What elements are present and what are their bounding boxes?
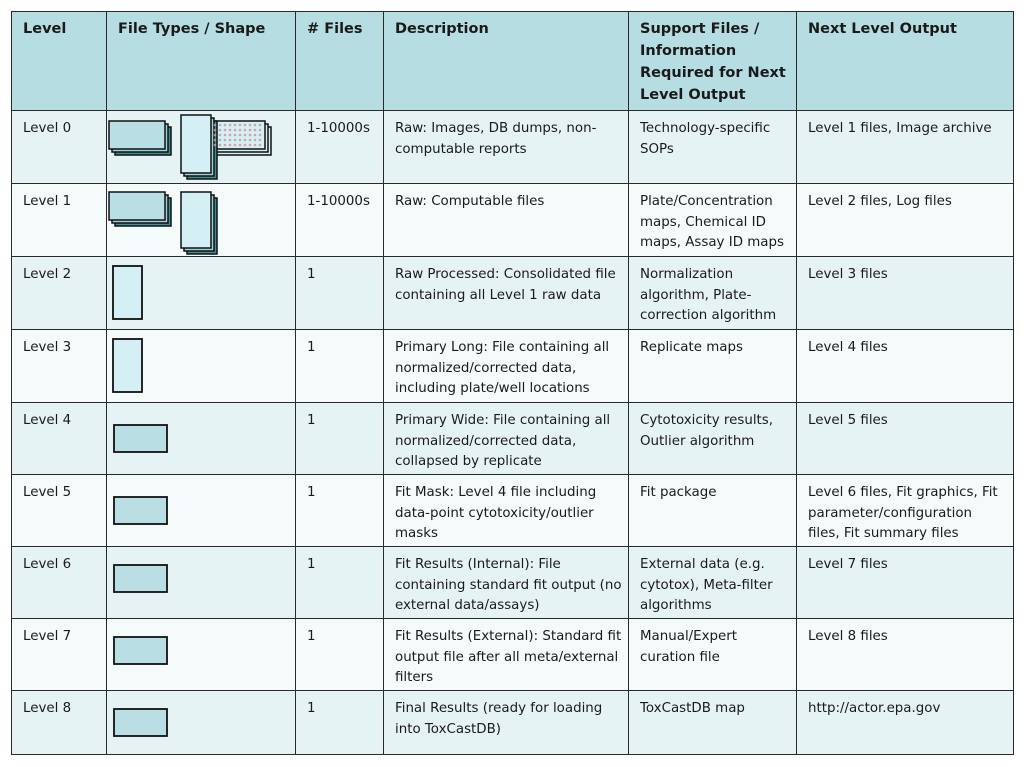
- wide-file-icon: [107, 619, 296, 691]
- level-cell: Level 0: [12, 111, 107, 184]
- num-files-cell: 1-10000s: [296, 111, 384, 184]
- table-row: [12, 403, 1014, 475]
- num-files-cell: 1-10000s: [296, 184, 384, 257]
- description-cell: Primary Wide: File containing all normalized/corrected data, collapsed by replicate: [384, 403, 629, 475]
- next-output-cell: Level 1 files, Image archive: [797, 111, 1014, 184]
- num-files-cell: 1: [296, 403, 384, 475]
- wide-file-icon: [107, 403, 296, 475]
- file-shape-cell: [107, 403, 296, 475]
- file-shape-cell: [107, 691, 296, 755]
- description-cell: Final Results (ready for loading into ToxCastDB): [384, 691, 629, 755]
- support-cell: External data (e.g. cytotox), Meta-filter algorithms: [629, 547, 797, 619]
- level-cell: Level 3: [12, 330, 107, 403]
- file-stack-shapes-icon: [107, 111, 296, 184]
- next-output-cell: Level 7 files: [797, 547, 1014, 619]
- wide-file-icon: [107, 547, 296, 619]
- description-cell: Fit Results (External): Standard fit output file after all meta/external filters: [384, 619, 629, 691]
- description-cell: Fit Mask: Level 4 file including data-point cytotoxicity/outlier masks: [384, 475, 629, 547]
- description-cell: Raw: Images, DB dumps, non-computable reports: [384, 111, 629, 184]
- next-output-cell: Level 4 files: [797, 330, 1014, 403]
- support-cell: Normalization algorithm, Plate-correction algorithm: [629, 257, 797, 330]
- table-row: [12, 184, 1014, 257]
- num-files-cell: 1: [296, 257, 384, 330]
- next-output-cell: Level 8 files: [797, 619, 1014, 691]
- num-files-cell: 1: [296, 619, 384, 691]
- support-cell: ToxCastDB map: [629, 691, 797, 755]
- level-cell: Level 5: [12, 475, 107, 547]
- header-file-types: File Types / Shape: [107, 12, 296, 111]
- support-cell: Manual/Expert curation file: [629, 619, 797, 691]
- wide-file-icon: [107, 691, 296, 755]
- file-shape-cell: [107, 619, 296, 691]
- level-cell: Level 1: [12, 184, 107, 257]
- support-cell: Cytotoxicity results, Outlier algorithm: [629, 403, 797, 475]
- next-output-cell: Level 2 files, Log files: [797, 184, 1014, 257]
- file-shape-cell: [107, 475, 296, 547]
- support-cell: Technology-specific SOPs: [629, 111, 797, 184]
- description-cell: Raw: Computable files: [384, 184, 629, 257]
- file-shape-cell: [107, 184, 296, 257]
- support-cell: Plate/Concentration maps, Chemical ID maps, Assay ID maps: [629, 184, 797, 257]
- support-cell: Replicate maps: [629, 330, 797, 403]
- level-cell: Level 2: [12, 257, 107, 330]
- table-row: [12, 619, 1014, 691]
- header-level: Level: [12, 12, 107, 111]
- num-files-cell: 1: [296, 330, 384, 403]
- level-cell: Level 8: [12, 691, 107, 755]
- data-levels-table: [11, 11, 1014, 755]
- file-shape-cell: [107, 111, 296, 184]
- description-cell: Fit Results (Internal): File containing standard fit output (no external data/assays): [384, 547, 629, 619]
- next-output-cell: Level 3 files: [797, 257, 1014, 330]
- next-output-cell: http://actor.epa.gov: [797, 691, 1014, 755]
- header-next-output: Next Level Output: [797, 12, 1014, 111]
- table-row: [12, 111, 1014, 184]
- next-output-cell: Level 5 files: [797, 403, 1014, 475]
- support-cell: Fit package: [629, 475, 797, 547]
- header-description: Description: [384, 12, 629, 111]
- description-cell: Primary Long: File containing all normalized/corrected data, including plate/well locations: [384, 330, 629, 403]
- table-row: [12, 330, 1014, 403]
- wide-file-icon: [107, 475, 296, 547]
- level-cell: Level 7: [12, 619, 107, 691]
- header-num-files: # Files: [296, 12, 384, 111]
- level-cell: Level 4: [12, 403, 107, 475]
- num-files-cell: 1: [296, 475, 384, 547]
- next-output-cell: Level 6 files, Fit graphics, Fit parameter/configuration files, Fit summary files: [797, 475, 1014, 547]
- file-shape-cell: [107, 330, 296, 403]
- tall-file-icon: [107, 330, 296, 403]
- table-row: [12, 475, 1014, 547]
- num-files-cell: 1: [296, 691, 384, 755]
- level-cell: Level 6: [12, 547, 107, 619]
- description-cell: Raw Processed: Consolidated file containing all Level 1 raw data: [384, 257, 629, 330]
- header-row: [12, 12, 1014, 111]
- table-row: [12, 257, 1014, 330]
- num-files-cell: 1: [296, 547, 384, 619]
- table-row: [12, 691, 1014, 755]
- file-shape-cell: [107, 547, 296, 619]
- file-shape-cell: [107, 257, 296, 330]
- file-stack-shapes-icon: [107, 184, 296, 257]
- header-support-files: Support Files / Information Required for Next Level Output: [629, 12, 797, 111]
- table-row: [12, 547, 1014, 619]
- tall-file-icon: [107, 257, 296, 330]
